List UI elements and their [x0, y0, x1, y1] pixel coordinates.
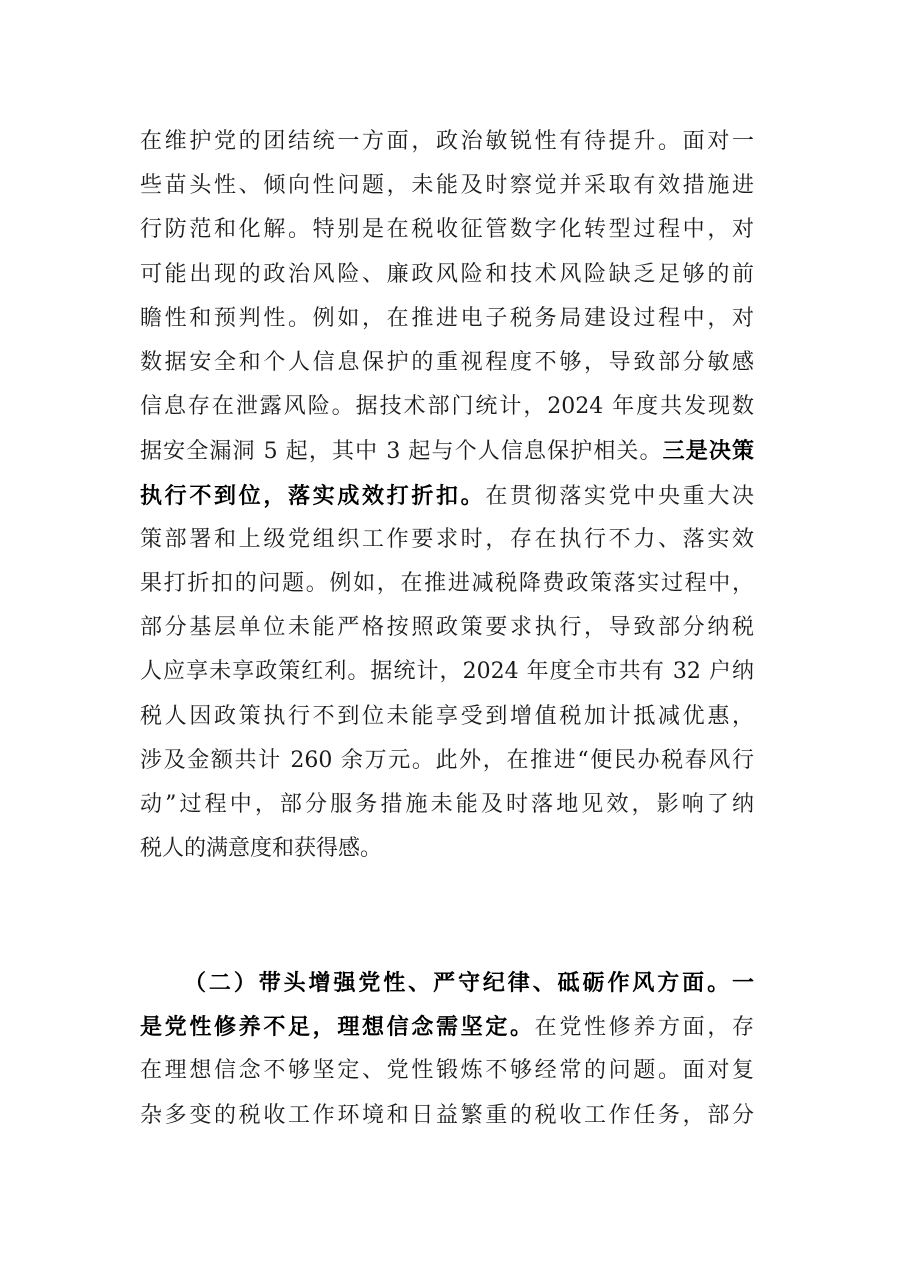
body-text: 税人因政策执行不到位未能享受到增值税加计抵减优惠， — [140, 703, 754, 729]
text-line — [140, 702, 754, 732]
text-line — [140, 304, 754, 334]
text-line — [140, 613, 754, 643]
body-text: 据安全漏洞 5 起，其中 3 起与个人信息保护相关。 — [140, 439, 663, 465]
text-line — [184, 968, 754, 998]
text-line — [140, 746, 754, 776]
body-text: 税人的满意度和获得感。 — [140, 836, 383, 862]
body-text: 动”过程中，部分服务措施未能及时落地见效，影响了纳 — [140, 792, 754, 817]
body-text: 果打折扣的问题。例如，在推进减税降费政策落实过程中， — [140, 571, 754, 596]
body-text: 在党性修养方面，存 — [534, 1015, 754, 1041]
bold-text: （二）带头增强党性、严守纪律、砥砺作风方面。一 — [184, 970, 754, 996]
bold-text: 执行不到位，落实成效打折扣。 — [140, 482, 486, 509]
text-line — [140, 171, 754, 201]
body-text: 些苗头性、倾向性问题，未能及时察觉并采取有效措施进 — [140, 173, 754, 199]
text-line — [140, 569, 754, 599]
text-line — [140, 1012, 754, 1042]
text-line — [140, 790, 754, 820]
text-line — [140, 127, 754, 157]
body-text: 数据安全和个人信息保护的重视程度不够，导致部分敏感 — [140, 350, 754, 375]
text-line — [140, 215, 754, 245]
body-text: 人应享未享政策红利。据统计，2024 年度全市共有 32 户纳 — [140, 659, 754, 685]
body-text: 在贯彻落实党中央重大决 — [485, 483, 754, 509]
text-line — [140, 1101, 754, 1131]
text-line — [140, 348, 754, 378]
text-line — [140, 1056, 754, 1086]
body-text: 策部署和上级党组织工作要求时，存在执行不力、落实效 — [140, 526, 754, 552]
bold-text: 三是决策 — [662, 438, 754, 465]
body-text: 瞻性和预判性。例如，在推进电子税务局建设过程中，对 — [140, 305, 754, 331]
text-line — [140, 260, 754, 290]
text-line — [140, 657, 754, 687]
body-text: 在维护党的团结统一方面，政治敏锐性有待提升。面对一 — [140, 129, 754, 154]
text-line — [140, 436, 754, 466]
body-text: 可能出现的政治风险、廉政风险和技术风险缺乏足够的前 — [140, 261, 754, 287]
text-line — [140, 392, 754, 422]
body-text: 部分基层单位未能严格按照政策要求执行，导致部分纳税 — [140, 615, 754, 641]
body-text: 行防范和化解。特别是在税收征管数字化转型过程中，对 — [140, 217, 754, 243]
text-line — [140, 481, 754, 511]
body-text: 信息存在泄露风险。据技术部门统计，2024 年度共发现数 — [140, 394, 754, 420]
body-text: 在理想信念不够坚定、党性锻炼不够经常的问题。面对复 — [140, 1058, 754, 1084]
text-line — [140, 525, 754, 555]
body-text: 杂多变的税收工作环境和日益繁重的税收工作任务，部分 — [140, 1102, 754, 1128]
text-line — [140, 834, 382, 864]
bold-text: 是党性修养不足，理想信念需坚定。 — [140, 1014, 535, 1041]
body-text: 涉及金额共计 260 余万元。此外，在推进“便民办税春风行 — [140, 747, 754, 773]
